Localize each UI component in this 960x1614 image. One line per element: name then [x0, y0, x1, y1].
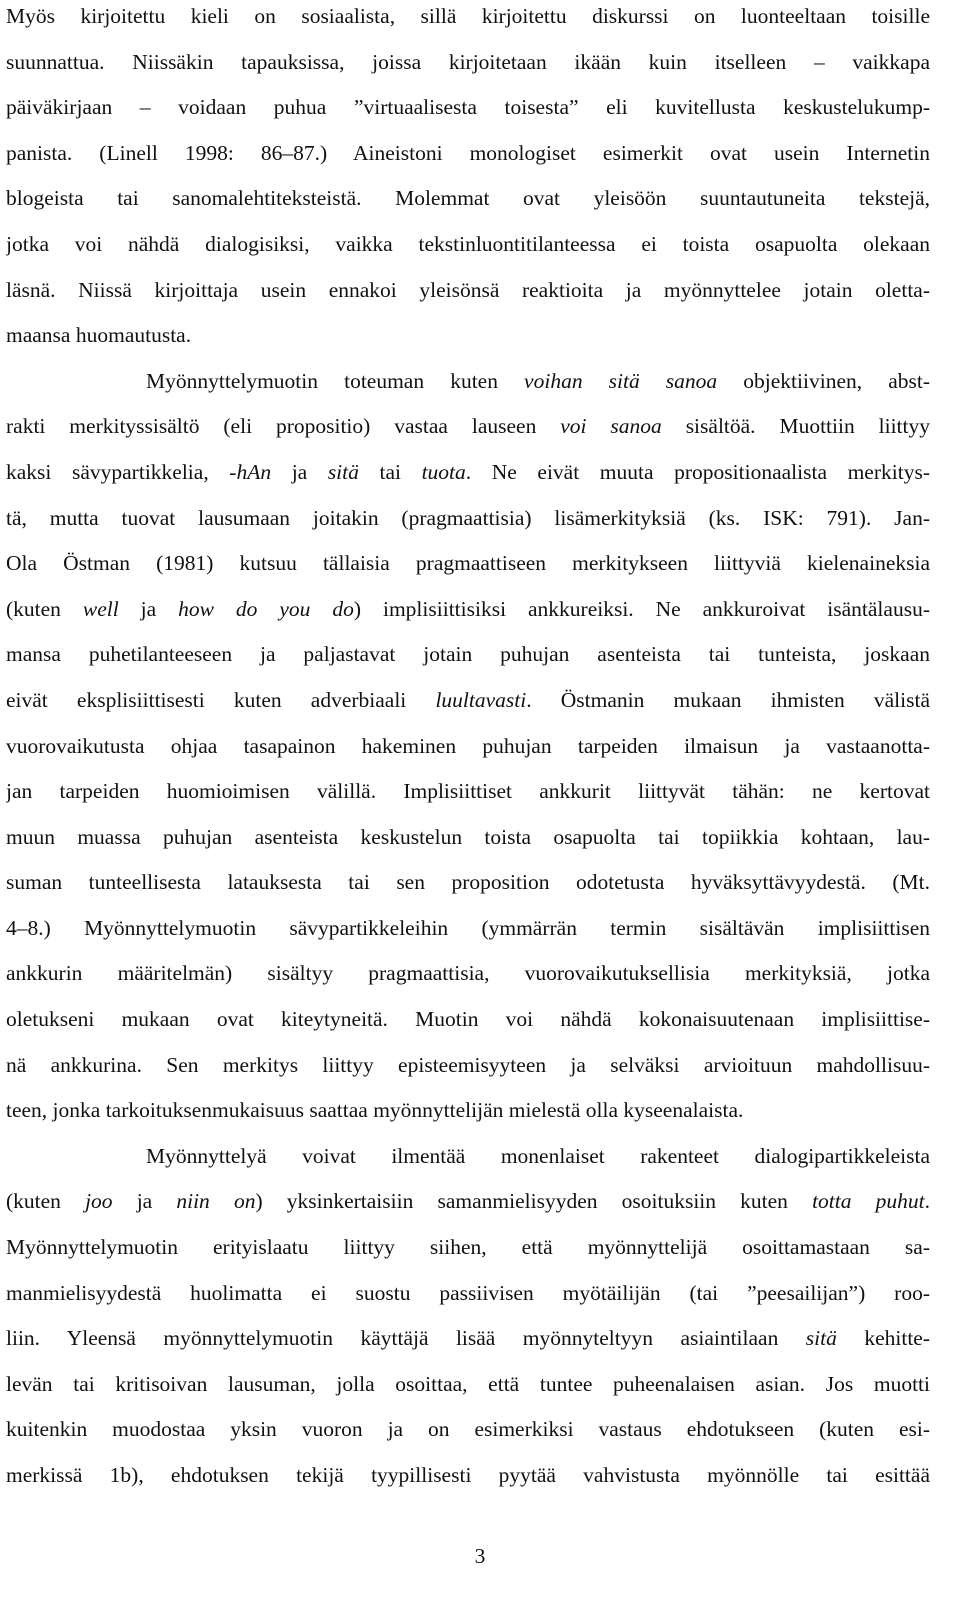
text-line: oletukseni mukaan ovat kiteytyneitä. Muotin voi nähdä kokonaisuutenaan implisiittise- [6, 1007, 930, 1032]
text-line: Myönnyttelymuotin erityislaatu liittyy siihen, että myönnyttelijä osoittamastaan sa- [6, 1235, 930, 1260]
italic-term: voihan sitä sanoa [524, 368, 718, 393]
text-line: nä ankkurina. Sen merkitys liittyy episteemisyyteen ja selväksi arvioituun mahdollisuu- [6, 1052, 930, 1077]
italic-term: niin on [176, 1189, 256, 1214]
text-line: liin. Yleensä myönnyttelymuotin käyttäjä lisää myönnyteltyyn asiaintilaan sitä kehitte- [6, 1326, 930, 1351]
text-line: mansa puhetilanteeseen ja paljastavat jotain puhujan asenteista tai tunteista, joskaan [6, 642, 930, 667]
text-line: panista. (Linell 1998: 86–87.) Aineistoni monologiset esimerkit ovat usein Internetin [6, 140, 930, 165]
text-line: (kuten well ja how do you do) implisiittisiksi ankkureiksi. Ne ankkuroivat isäntälausu- [6, 596, 930, 621]
text-line: jotka voi nähdä dialogisiksi, vaikka tekstinluontitilanteessa ei toista osapuolta olekaan [6, 231, 930, 256]
text-line: eivät eksplisiittisesti kuten adverbiaali luultavasti. Östmanin mukaan ihmisten välistä [6, 687, 930, 712]
italic-term: totta puhut [812, 1189, 925, 1214]
text-line: levän tai kritisoivan lausuman, jolla osoittaa, että tuntee puheenalaisen asian. Jos muotti [6, 1371, 930, 1396]
text-line: merkissä 1b), ehdotuksen tekijä tyypillisesti pyytää vahvistusta myönnölle tai esittää [6, 1463, 930, 1487]
italic-term: joo [85, 1189, 113, 1214]
text-line: vuorovaikutusta ohjaa tasapainon hakeminen puhujan tarpeiden ilmaisun ja vastaanotta- [6, 733, 930, 758]
text-line: teen, jonka tarkoituksenmukaisuus saattaa myönnyttelijän mielestä olla kyseenalaista. [6, 1098, 744, 1123]
text-line: Myönnyttelymuotin toteuman kuten voihan sitä sanoa objektiivinen, abst- [146, 368, 930, 393]
text-line: (kuten joo ja niin on) yksinkertaisiin samanmielisyyden osoituksiin kuten totta puhut. [6, 1189, 930, 1214]
italic-term: sitä [327, 459, 359, 484]
body-text [6, 0, 930, 1499]
text-line: kuitenkin muodostaa yksin vuoron ja on esimerkiksi vastaus ehdotukseen (kuten esi- [6, 1417, 930, 1442]
text-line: rakti merkityssisältö (eli propositio) vastaa lauseen voi sanoa sisältöä. Muottiin liittyy [6, 414, 930, 439]
text-line: tä, mutta tuovat lausumaan joitakin (pragmaattisia) lisämerkityksiä (ks. ISK: 791). Jan- [6, 505, 930, 530]
text-line: ankkurin määritelmän) sisältyy pragmaattisia, vuorovaikutuksellisia merkityksiä, jotka [6, 961, 930, 986]
text-line: muun muassa puhujan asenteista keskustelun toista osapuolta tai topiikkia kohtaan, lau- [6, 824, 930, 849]
italic-term: sitä [805, 1326, 837, 1351]
text-line: manmielisyydestä huolimatta ei suostu passiivisen myötäilijän (tai ”peesailijan”) roo- [6, 1280, 930, 1305]
text-line: maansa huomautusta. [6, 323, 192, 348]
italic-term: how do you do [178, 596, 354, 621]
page-number: 3 [474, 1544, 486, 1568]
text-line: 4–8.) Myönnyttelymuotin sävypartikkeleihin (ymmärrän termin sisältävän implisiittisen [6, 915, 930, 940]
text-line: suman tunteellisesta latauksesta tai sen proposition odotetusta hyväksyttävyydestä. (Mt. [6, 870, 930, 895]
italic-term: hAn [236, 459, 272, 484]
text-line: blogeista tai sanomalehtiteksteistä. Molemmat ovat yleisöön suuntautuneita tekstejä, [6, 186, 930, 211]
italic-term: well [82, 596, 119, 621]
text-line: läsnä. Niissä kirjoittaja usein ennakoi yleisönsä reaktioita ja myönnyttelee jotain oletta- [6, 277, 930, 302]
italic-term: luultavasti [435, 687, 527, 712]
italic-term: tuota [421, 459, 466, 484]
text-line: kaksi sävypartikkelia, -hAn ja sitä tai tuota. Ne eivät muuta propositionaalista merkitys- [6, 459, 930, 484]
text-line: Myönnyttelyä voivat ilmentää monenlaiset rakenteet dialogipartikkeleista [146, 1143, 930, 1168]
text-line: suunnattua. Niissäkin tapauksissa, joissa kirjoitetaan ikään kuin itselleen – vaikkapa [6, 49, 930, 74]
text-line: päiväkirjaan – voidaan puhua ”virtuaalisesta toisesta” eli kuvitellusta keskustelukump- [6, 95, 930, 120]
text-line: Ola Östman (1981) kutsuu tällaisia pragmaattiseen merkitykseen liittyviä kielenaineksia [6, 551, 930, 576]
text-line: Myös kirjoitettu kieli on sosiaalista, sillä kirjoitettu diskurssi on luonteeltaan toisille [6, 4, 930, 28]
italic-term: voi sanoa [560, 414, 662, 439]
text-line: jan tarpeiden huomioimisen välillä. Implisiittiset ankkurit liittyvät tähän: ne kertovat [6, 779, 930, 804]
